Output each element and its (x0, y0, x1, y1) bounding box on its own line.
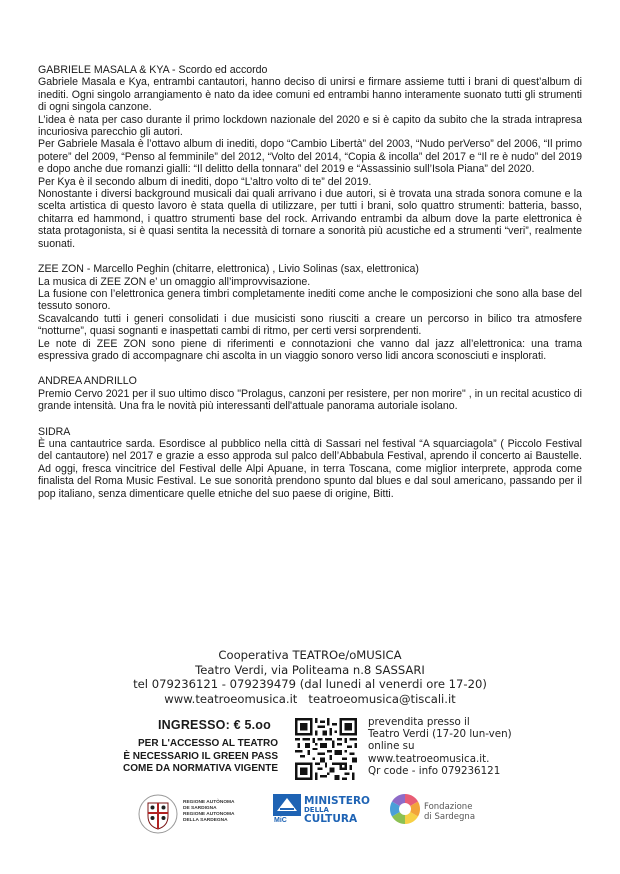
section-andrea-andrillo (38, 375, 582, 412)
price-label: INGRESSO: € 5.oo (158, 718, 271, 732)
section-heading: ANDREA ANDRILLO (38, 375, 137, 388)
logo-text-line: di Sardegna (424, 812, 476, 822)
presale-info (368, 716, 512, 777)
paragraph: È una cantautrice sarda. Esordisce al pubblico nella città di Sassari nel festival “A squarciagola” ( Piccolo Festival del cantautore) nel 2017 e grazie a esso approda sul palco dell’Abbabula Festival, aprendo il concerto ai Baustelle. Ad oggi, fresca vincitrice del Festival delle Alpi Apuane, in terra Toscana, come miglior interprete, approda come finalista del Roma Music Festival. Le sue sonorità prendono spunto dal blues e dal soul americano, passando per il pop italiano, senza dimenticare quelle etniche del suo paese di origine, Bitti. (38, 437, 582, 500)
section-heading: ZEE ZON - Marcello Peghin (chitarre, elettronica) , Livio Solinas (sax, elettronica) (38, 263, 419, 276)
section-heading: GABRIELE MASALA & KYA - Scordo ed accordo (38, 64, 268, 76)
program-text (38, 64, 582, 513)
paragraph: Premio Cervo 2021 per il suo ultimo disco "Prolagus, canzoni per resistere, per non morire" , in un recital acustico di grande intensità. Una fra le novità più interessanti dell'attuale panorama autoriale isolano. (38, 387, 582, 413)
fondazione-sardegna-name (424, 802, 475, 822)
paragraph: Gabriele Masala e Kya, entrambi cantautori, hanno deciso di unirsi e firmare assieme tutti i brani di quest’album di inediti. Ogni singolo arrangiamento è nato da idee comuni ed entrambi hanno interamente suonato tutti gli strumenti di ogni singola canzone. (38, 76, 582, 114)
section-sidra (38, 426, 582, 500)
sardinia-region-crest-icon (138, 794, 178, 834)
logo-text-line: REGIONE AUTÒNOMA (183, 800, 235, 805)
fondazione-sardegna-icon (388, 792, 422, 826)
section-heading: SIDRA (38, 425, 71, 438)
organization-name: Cooperativa TEATROe/oMUSICA (218, 648, 402, 662)
phone-numbers: tel 079236121 - 079239479 (dal lunedi al venerdi ore 17-20) (133, 677, 487, 691)
presale-line: prevendita presso il (368, 716, 470, 728)
presale-line: www.teatroeomusica.it. (368, 752, 490, 765)
paragraph: Per Kya è il secondo album di inediti, dopo “L’altro volto di te” del 2019. (38, 175, 372, 188)
presale-line: Qr code - info 079236121 (368, 764, 501, 777)
paragraph: Le note di ZEE ZON sono piene di riferimenti e connotazioni che vanno dal jazz all’elettronica: una trama espressiva grado di accompagnare chi ascolta in un viaggio sonoro verso lidi ancora sconosciuti e insplorati. (38, 337, 582, 362)
logo-text-line: DE SARDIGNA (183, 806, 217, 811)
presale-line: Teatro Verdi (17-20 lun-ven) (368, 728, 512, 741)
ministry-culture-logo (273, 794, 370, 828)
paragraph: Scavalcando tutti i generi consolidati i due musicisti sono riusciti a creare un percorso in bilico tra atmosfere “notturne”, quasi sognanti e inaspettati cambi di ritmo, per certi versi sorprendenti. (38, 312, 582, 338)
section-zee-zon (38, 263, 582, 362)
green-pass-line: COME DA NORMATIVA VIGENTE (123, 763, 278, 774)
section-masala-kya (38, 64, 582, 250)
web-email: www.teatroeomusica.it teatroeomusica@tiscali.it (164, 691, 456, 706)
logo-text-line: REGIONE AUTONOMA (183, 812, 235, 817)
green-pass-notice (123, 738, 278, 776)
qr-code-icon[interactable] (295, 718, 357, 780)
logo-text-line: MINISTERO (304, 795, 370, 807)
logo-text-line: DELLA SARDEGNA (183, 818, 228, 823)
ticket-info (0, 716, 620, 786)
presale-line: online su (368, 740, 415, 753)
paragraph: L’idea è nata per caso durante il primo lockdown nazionale del 2020 e si è capito da subito che la strada intrapresa incuriosiva parecchio gli autori. (38, 113, 582, 139)
paragraph: La fusione con l’elettronica genera timbri completamente inediti come anche le composizioni che sono alla base del tessuto sonoro. (38, 287, 582, 313)
mic-abbrev: MiC (274, 817, 287, 824)
logo-text-line: CULTURA (304, 813, 358, 825)
logo-text-line: DELLA (304, 806, 329, 814)
paragraph: Per Gabriele Masala è l’ottavo album di inediti, dopo “Cambio Libertà” del 2003, “Nudo perVerso” del 2006, “Il primo potere” del 2009, “Penso al femminile” del 2012, “Volto del 2014, “Copia & incolla” del 2017 e “Il re è nudo” del 2019 e dopo anche due romanzi gialli: “Il delitto della tonnara” del 2019 e “Assassinio sull’Isola Piana” del 2020. (38, 138, 582, 176)
contact-footer (0, 648, 620, 706)
theatre-address: Teatro Verdi, via Politeama n.8 SASSARI (195, 662, 425, 677)
paragraph: La musica di ZEE ZON e’ un omaggio all’improvvisazione. (38, 275, 311, 288)
ministry-name (304, 796, 370, 824)
paragraph: Nonostante i diversi background musicali dai quali arrivano i due autori, si è trovata una strada sonora comune e la scelta artistica di questo lavoro è stata quella di utilizzare, per tutti i brani, solo quattro strumenti: batteria, basso, chitarra ed hammond, i quattro strumenti base del rock. Arrivando entrambi da album dove la parte elettronica è stata protagonista, si è quasi sentita la necessità di tornare a sonorità più acustiche ed a strumenti “veri”, realmente suonati. (38, 188, 582, 250)
sardinia-region-name (183, 800, 235, 824)
sponsor-logos (0, 790, 620, 840)
green-pass-line: È NECESSARIO IL GREEN PASS (123, 750, 278, 762)
logo-text-line: Fondazione (424, 802, 473, 812)
green-pass-line: PER L'ACCESSO AL TEATRO (138, 738, 278, 749)
